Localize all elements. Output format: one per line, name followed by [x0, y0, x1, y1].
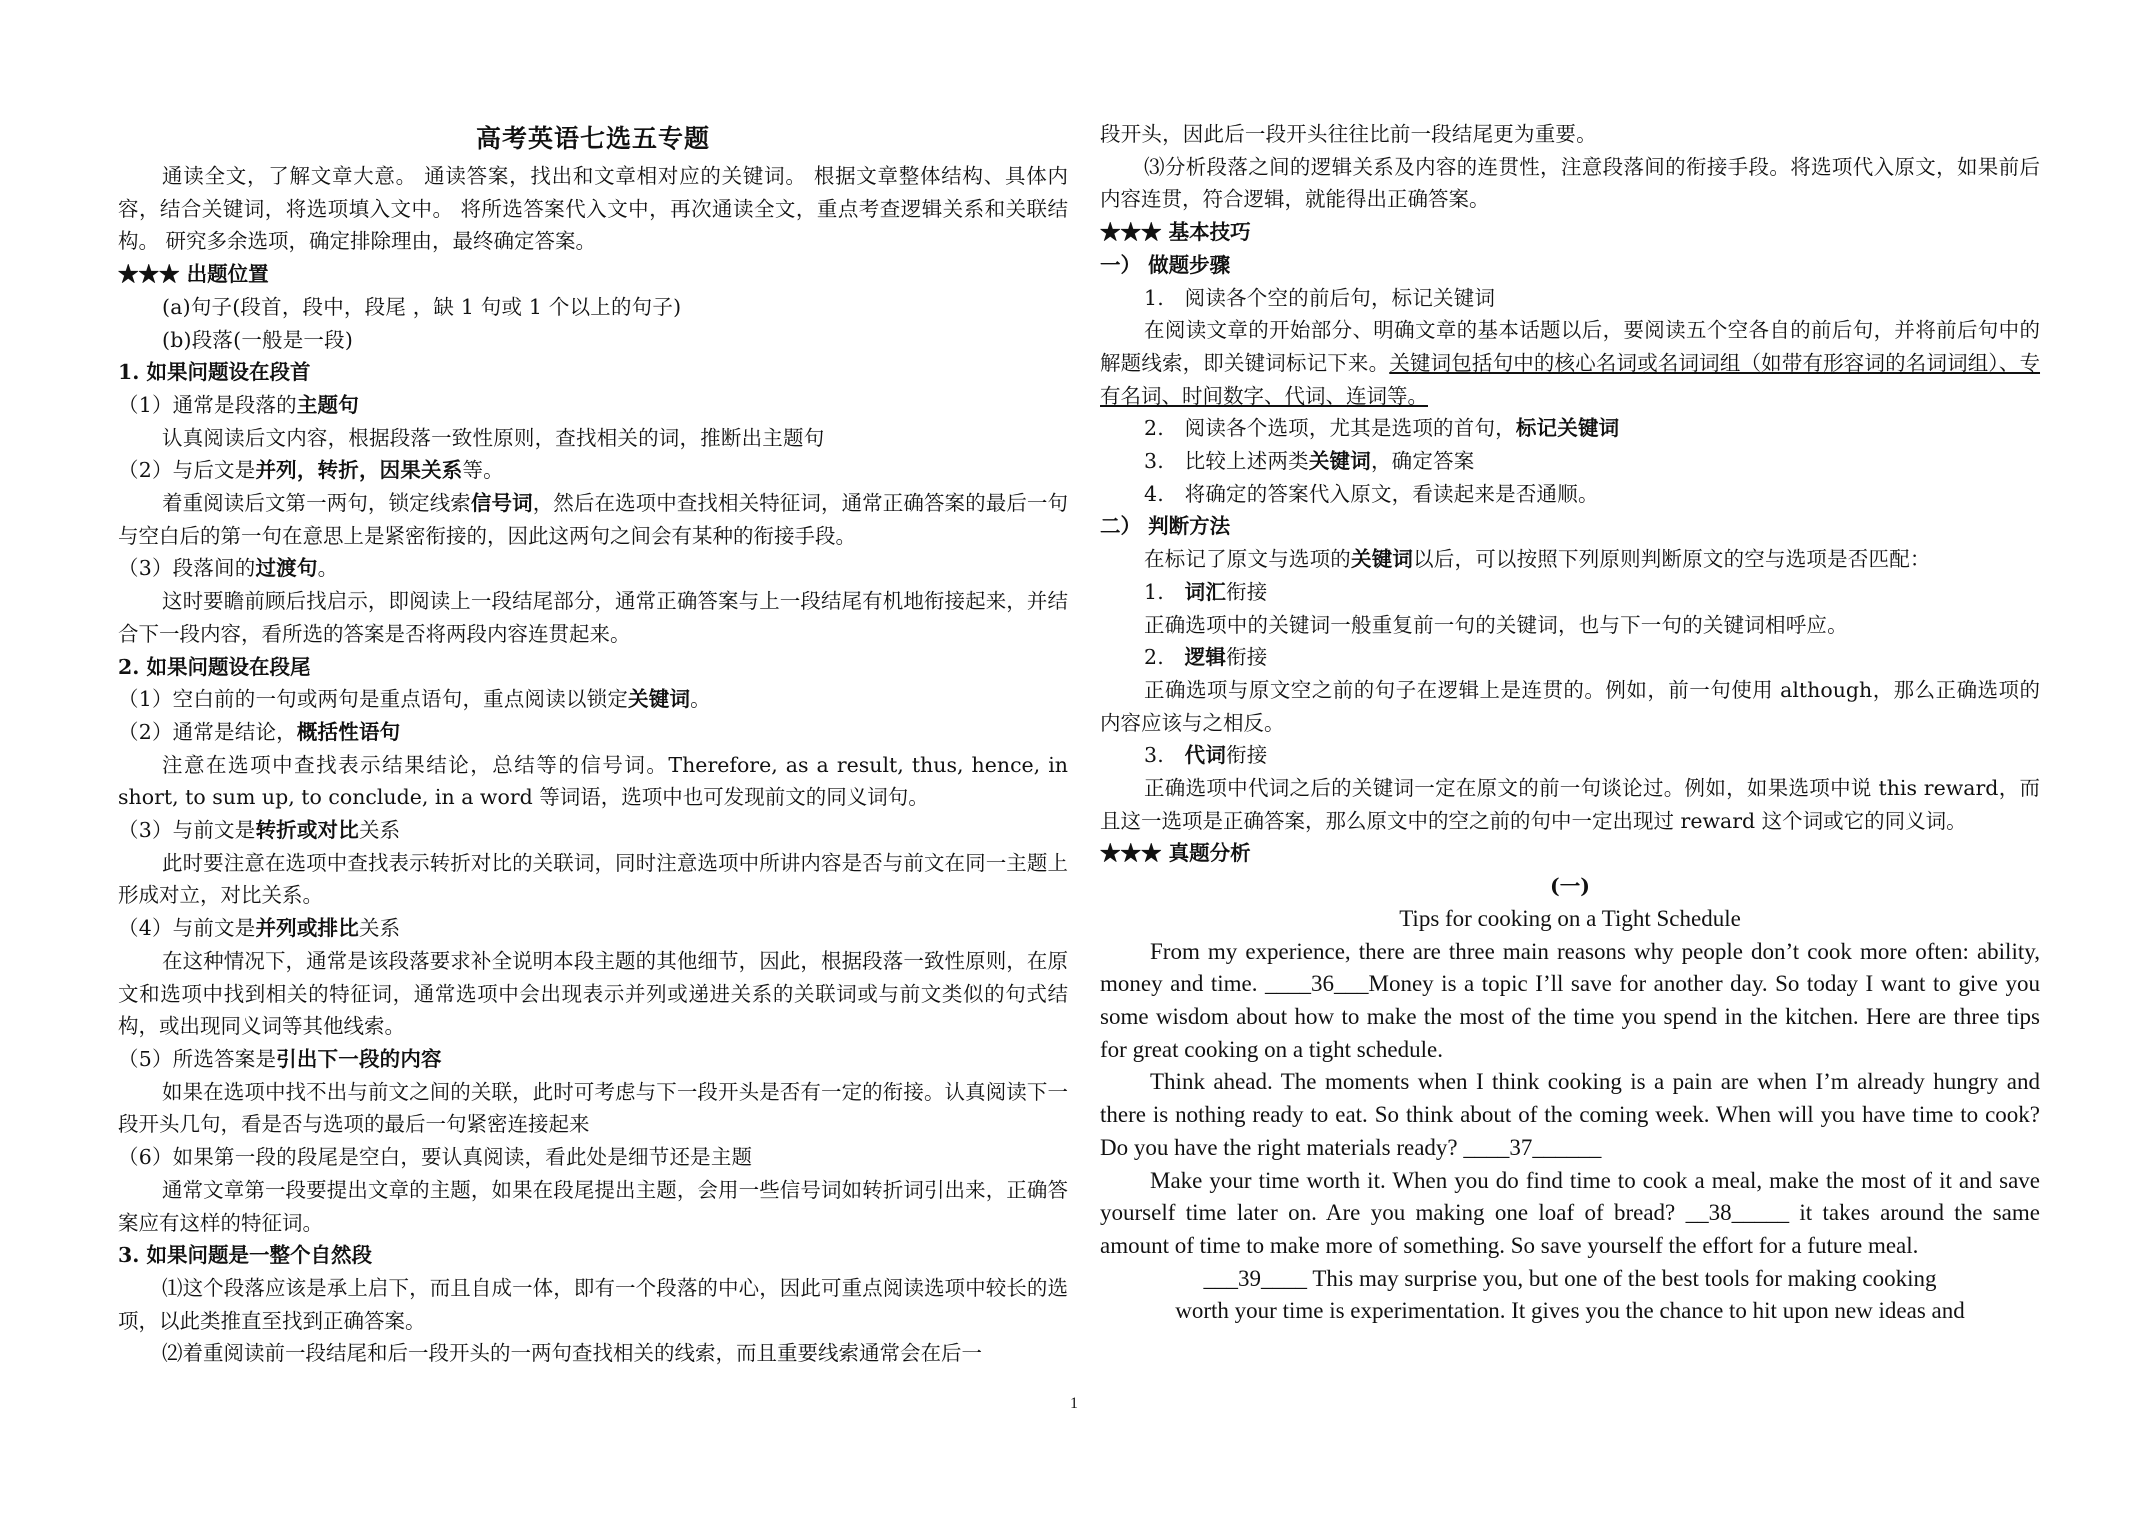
subheading-steps: 一） 做题步骤 [1100, 252, 1231, 277]
item-2-2: （2）通常是结论，概括性语句 [118, 719, 401, 744]
method-3-text: 正确选项中代词之后的关键词一定在原文的前一句谈论过。例如，如果选项中说 this reward，而且这一选项是正确答案，那么原文中的空之前的句中一定出现过 reward 这个词或它的同义词。 [1100, 776, 2040, 833]
continued-text: 段开头，因此后一段开头往往比前一段结尾更为重要。 [1100, 122, 1597, 146]
subheading-methods: 二） 判断方法 [1100, 514, 1231, 539]
item-2-5-text: 如果在选项中找不出与前文之间的关联，此时可考虑与下一段开头是否有一定的衔接。认真阅读下一段开头几句，看是否与选项的最后一句紧密连接起来 [118, 1079, 1068, 1137]
step-1-text: 在阅读文章的开始部分、明确文章的基本话题以后，要阅读五个空各自的前后句，并将前后句中的解题线索，即关键词标记下来。关键词包括句中的核心名词或名词词组（如带有形容词的名词词组）、专有名词、时间数字、代词、连词等。 [1100, 318, 2041, 408]
step-4: 4. 将确定的答案代入原文，看读起来是否通顺。 [1144, 481, 1599, 506]
item-3-3: ⑶分析段落之间的逻辑关系及内容的连贯性，注意段落间的衔接手段。将选项代入原文，如果前后内容连贯，符合逻辑，就能得出正确答案。 [1100, 154, 2040, 212]
passage-paragraph-3: Make your time worth it. When you do find time to cook a meal, make the most of it and save yourself time later on. Are you making one loaf of bread? __38_____ it takes around the same amount of time to make more of something. So save yourself the effort for a future meal. [1100, 1167, 2040, 1258]
section-heading-skills: ★★★ 基本技巧 [1100, 220, 1251, 245]
item-1-2-text: 着重阅读后文第一两句，锁定线索信号词，然后在选项中查找相关特征词，通常正确答案的最后一句与空白后的第一句在意思上是紧密衔接的，因此这两句之间会有某种的衔接手段。 [118, 491, 1069, 548]
heading-1: 1. 如果问题设在段首 [118, 360, 311, 385]
step-3: 3. 比较上述两类关键词，确定答案 [1144, 449, 1475, 474]
section-heading-position: ★★★ 出题位置 [118, 262, 269, 287]
item-1-1: （1）通常是段落的主题句 [118, 392, 359, 417]
intro-paragraph: 通读全文，了解文章大意。 通读答案，找出和文章相对应的关键词。 根据文章整体结构、具体内容，结合关键词，将选项填入文中。 将所选答案代入文中，再次通读全文，重点考查逻辑关系和关联结构。 研究多余选项，确定排除理由，最终确定答案。 [118, 164, 1068, 254]
item-3-2: ⑵着重阅读前一段结尾和后一段开头的一两句查找相关的线索，而且重要线索通常会在后一 [162, 1341, 982, 1366]
item-1-3: （3）段落间的过渡句。 [118, 556, 339, 581]
position-a: (a)句子(段首，段中，段尾 ，缺 1 句或 1 个以上的句子) [162, 294, 682, 319]
item-3-1: ⑴这个段落应该是承上启下，而且自成一体，即有一个段落的中心，因此可重点阅读选项中较长的选项，以此类推直至找到正确答案。 [118, 1275, 1068, 1333]
passage-title: Tips for cooking on a Tight Schedule [1399, 905, 1741, 931]
item-2-3: （3）与前文是转折或对比关系 [118, 818, 401, 843]
method-2-text: 正确选项与原文空之前的句子在逻辑上是连贯的。例如，前一句使用 although，那么正确选项的内容应该与之相反。 [1100, 677, 2040, 735]
item-2-1: （1）空白前的一句或两句是重点语句，重点阅读以锁定关键词。 [118, 687, 711, 712]
step-1: 1. 阅读各个空的前后句，标记关键词 [1144, 285, 1496, 310]
item-2-4: （4）与前文是并列或排比关系 [118, 916, 401, 941]
item-2-4-text: 在这种情况下，通常是该段落要求补全说明本段主题的其他细节，因此，根据段落一致性原则，在原文和选项中找到相关的特征词，通常选项中会出现表示并列或递进关系的关联词或与前文类似的句式结构，或出现同义词等其他线索。 [118, 948, 1068, 1039]
item-1-1-text: 认真阅读后文内容，根据段落一致性原则，查找相关的词，推断出主题句 [162, 425, 825, 450]
heading-2: 2. 如果问题设在段尾 [118, 654, 311, 679]
method-3: 3. 代词衔接 [1144, 743, 1268, 768]
method-2: 2. 逻辑衔接 [1144, 645, 1268, 670]
passage-paragraph-4a: ___39____ This may surprise you, but one of the best tools for making cooking [1203, 1265, 1937, 1291]
item-1-2: （2）与后文是并列，转折，因果关系等。 [118, 458, 504, 483]
item-2-6: （6）如果第一段的段尾是空白，要认真阅读，看此处是细节还是主题 [118, 1145, 753, 1170]
heading-3: 3. 如果问题是一整个自然段 [118, 1243, 373, 1268]
passage-paragraph-1: From my experience, there are three main reasons why people don’t cook more often: ability, money and time. ____36___Money is a topic I’ll save for another day. So today I want to give you some wisdom about how to make the most of the time you spend in the kitchen. Here are three tips for great cooking on a tight schedule. [1100, 938, 2040, 1062]
left-column [118, 118, 1068, 1370]
item-2-2-text: 注意在选项中查找表示结果结论，总结等的信号词。Therefore, as a result, thus, hence, in short, to sum up, to conclude, in a word 等词语，选项中也可发现前文的同义词句。 [118, 752, 1068, 810]
page-number: 1 [1070, 1395, 1078, 1412]
position-b: (b)段落(一般是一段) [162, 327, 354, 352]
item-2-3-text: 此时要注意在选项中查找表示转折对比的关联词，同时注意选项中所讲内容是否与前文在同一主题上形成对立，对比关系。 [118, 850, 1068, 908]
page-title: 高考英语七选五专题 [475, 124, 710, 153]
method-1: 1. 词汇衔接 [1144, 579, 1268, 604]
passage-paragraph-2: Think ahead. The moments when I think cooking is a pain are when I’m already hungry and there is nothing ready to eat. So think about of the coming week. When will you have time to cook? Do you have the right materials ready? ____37______ [1100, 1069, 2040, 1160]
right-column [1100, 118, 2040, 1328]
section-heading-analysis: ★★★ 真题分析 [1100, 841, 1251, 866]
method-1-text: 正确选项中的关键词一般重复前一句的关键词，也与下一句的关键词相呼应。 [1144, 612, 1848, 637]
item-2-6-text: 通常文章第一段要提出文章的主题，如果在段尾提出主题，会用一些信号词如转折词引出来，正确答案应有这样的特征词。 [118, 1177, 1068, 1235]
passage-paragraph-4b: worth your time is experimentation. It gives you the chance to hit upon new ideas and [1175, 1298, 1965, 1324]
item-1-3-text: 这时要瞻前顾后找启示，即阅读上一段结尾部分，通常正确答案与上一段结尾有机地衔接起来，并结合下一段内容，看所选的答案是否将两段内容连贯起来。 [118, 589, 1068, 646]
item-2-5: （5）所选答案是引出下一段的内容 [118, 1046, 442, 1071]
passage-number: (一) [1550, 874, 1590, 899]
step-2: 2. 阅读各个选项，尤其是选项的首句，标记关键词 [1144, 416, 1620, 441]
methods-intro: 在标记了原文与选项的关键词以后，可以按照下列原则判断原文的空与选项是否匹配： [1144, 547, 1931, 572]
